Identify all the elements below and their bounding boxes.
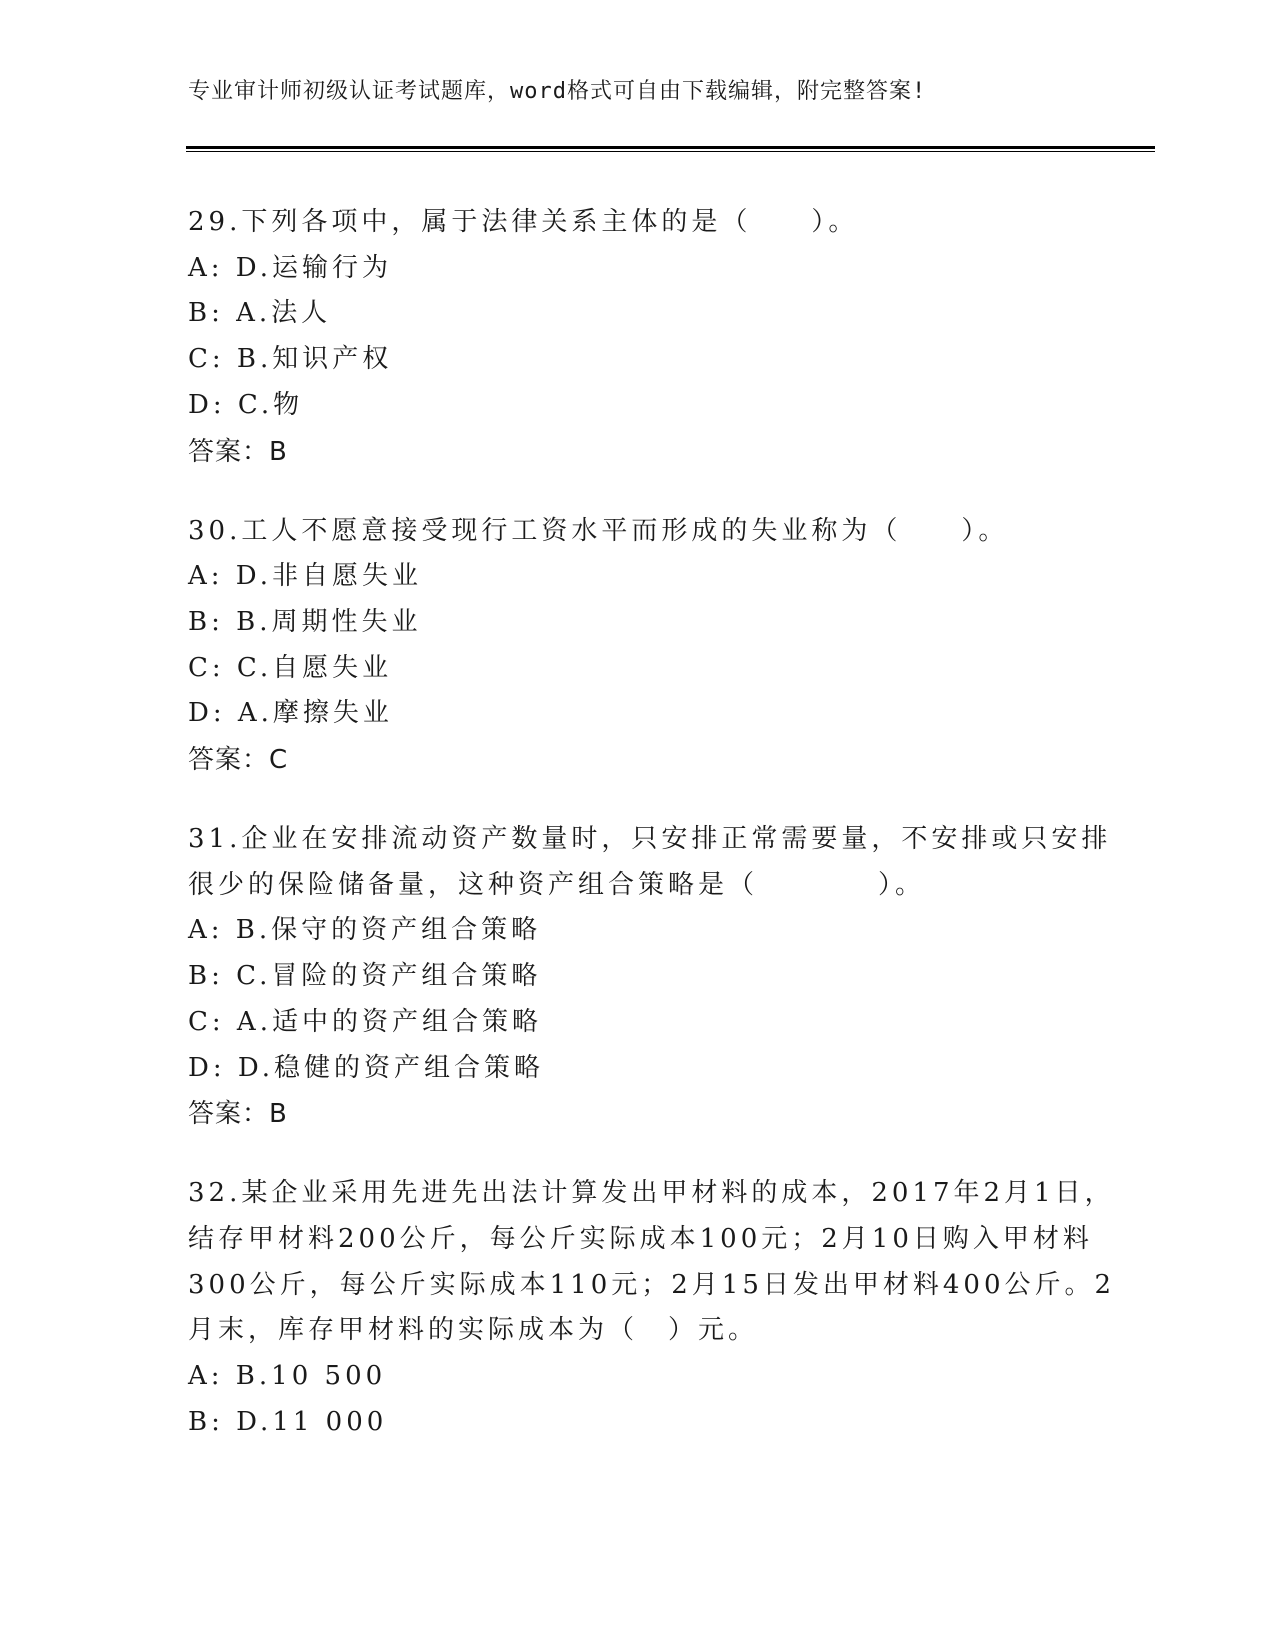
option-d: D: A.摩擦失业 [188, 698, 393, 729]
answer-line: 答案：B [188, 436, 288, 467]
option-b: B: C.冒险的资产组合策略 [188, 961, 542, 992]
header-rule-thick [186, 146, 1155, 149]
option-a: A: B.10 500 [188, 1361, 387, 1392]
option-d: D: C.物 [188, 389, 304, 420]
option-b: B: B.周期性失业 [188, 606, 422, 637]
option-a: A: D.非自愿失业 [188, 561, 422, 592]
question-29 [188, 200, 1088, 475]
option-c: C: C.自愿失业 [188, 652, 393, 683]
option-b: B: A.法人 [188, 298, 332, 329]
option-d: D: D.稳健的资产组合策略 [188, 1052, 545, 1083]
question-stem-line-1: 32.某企业采用先进先出法计算发出甲材料的成本，2017年2月1日， [188, 1178, 1115, 1209]
question-stem-line-1: 31.企业在安排流动资产数量时，只安排正常需要量，不安排或只安排 [188, 824, 1112, 855]
question-32 [188, 1171, 1116, 1445]
question-stem: 30.工人不愿意接受现行工资水平而形成的失业称为（ ）。 [188, 515, 1009, 546]
answer-line: 答案：C [188, 745, 289, 776]
option-a: A: D.运输行为 [188, 252, 392, 283]
page-header-title: 专业审计师初级认证考试题库，word格式可自由下载编辑，附完整答案! [188, 79, 927, 104]
question-stem: 29.下列各项中，属于法律关系主体的是（ ）。 [188, 207, 859, 237]
option-b: B: D.11 000 [188, 1406, 388, 1437]
header-rule-thin [186, 151, 1155, 152]
question-30 [188, 509, 1088, 784]
question-list [188, 200, 1116, 1479]
question-stem-line-3: 300公斤，每公斤实际成本110元；2月15日发出甲材料400公斤。2 [188, 1269, 1116, 1300]
option-c: C: A.适中的资产组合策略 [188, 1006, 542, 1037]
question-stem-line-2: 结存甲材料200公斤，每公斤实际成本100元；2月10日购入甲材料 [188, 1223, 1093, 1254]
question-stem-line-2: 很少的保险储备量，这种资产组合策略是（ ）。 [188, 869, 926, 900]
question-stem-line-4: 月末，库存甲材料的实际成本为（ ）元。 [188, 1315, 759, 1346]
option-c: C: B.知识产权 [188, 344, 393, 375]
answer-line: 答案：B [188, 1099, 288, 1130]
option-a: A: B.保守的资产组合策略 [188, 915, 542, 946]
question-31 [188, 817, 1112, 1137]
